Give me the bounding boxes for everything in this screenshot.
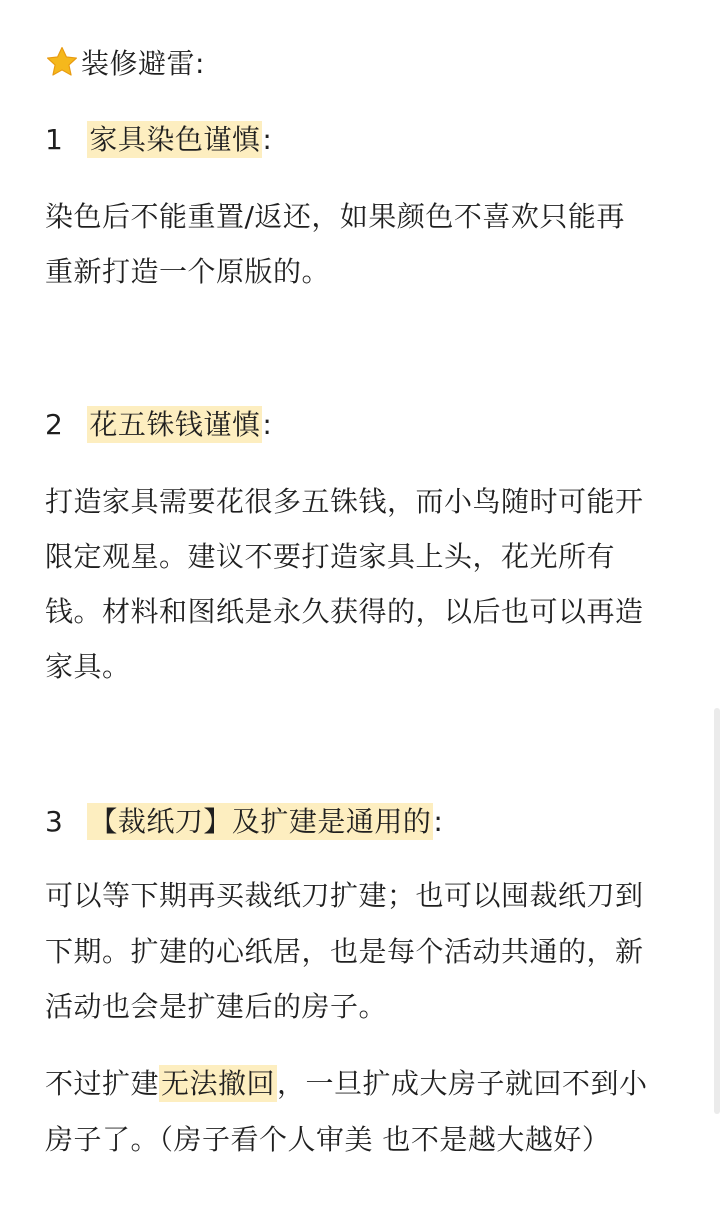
highlighted-phrase: 无法撤回 [161,1067,276,1100]
page-title [45,44,205,84]
heading-colon: : [262,408,273,441]
star-icon [45,47,81,80]
paragraph-line: 限定观星。建议不要打造家具上头，花光所有 [45,540,616,573]
section-2-heading [45,405,272,445]
page-title-text: 装修避雷: [81,47,205,80]
section-number: 2 [45,408,64,441]
highlighted-heading: 家具染色谨慎 [89,123,261,156]
paragraph-line: 下期。扩建的心纸居，也是每个活动共通的，新 [45,935,644,968]
paragraph-line: 房子了。（房子看个人审美 也不是越大越好） [45,1123,611,1156]
highlighted-heading: 花五铢钱谨慎 [89,408,261,441]
highlighted-heading: 【裁纸刀】及扩建是通用的 [89,805,432,838]
section-1-heading [45,120,272,160]
paragraph-line: 家具。 [45,650,131,683]
paragraph-line: 打造家具需要花很多五铢钱，而小鸟随时可能开 [45,485,644,518]
paragraph-line: 钱。材料和图纸是永久获得的，以后也可以再造 [45,595,644,628]
paragraph-line: 重新打造一个原版的。 [45,255,331,288]
heading-colon: : [262,123,273,156]
heading-colon: : [433,805,444,838]
section-3-heading [45,802,443,842]
paragraph-line: 染色后不能重置/返还，如果颜色不喜欢只能再 [45,200,625,233]
paragraph-line: 活动也会是扩建后的房子。 [45,990,388,1023]
scrollbar[interactable] [714,708,720,1114]
text-segment: 不过扩建 [45,1067,160,1100]
text-segment: ，一旦扩成大房子就回不到小 [277,1067,648,1100]
section-number: 1 [45,123,64,156]
section-number: 3 [45,805,64,838]
paragraph-line [45,1064,648,1104]
paragraph-line: 可以等下期再买裁纸刀扩建；也可以囤裁纸刀到 [45,879,644,912]
